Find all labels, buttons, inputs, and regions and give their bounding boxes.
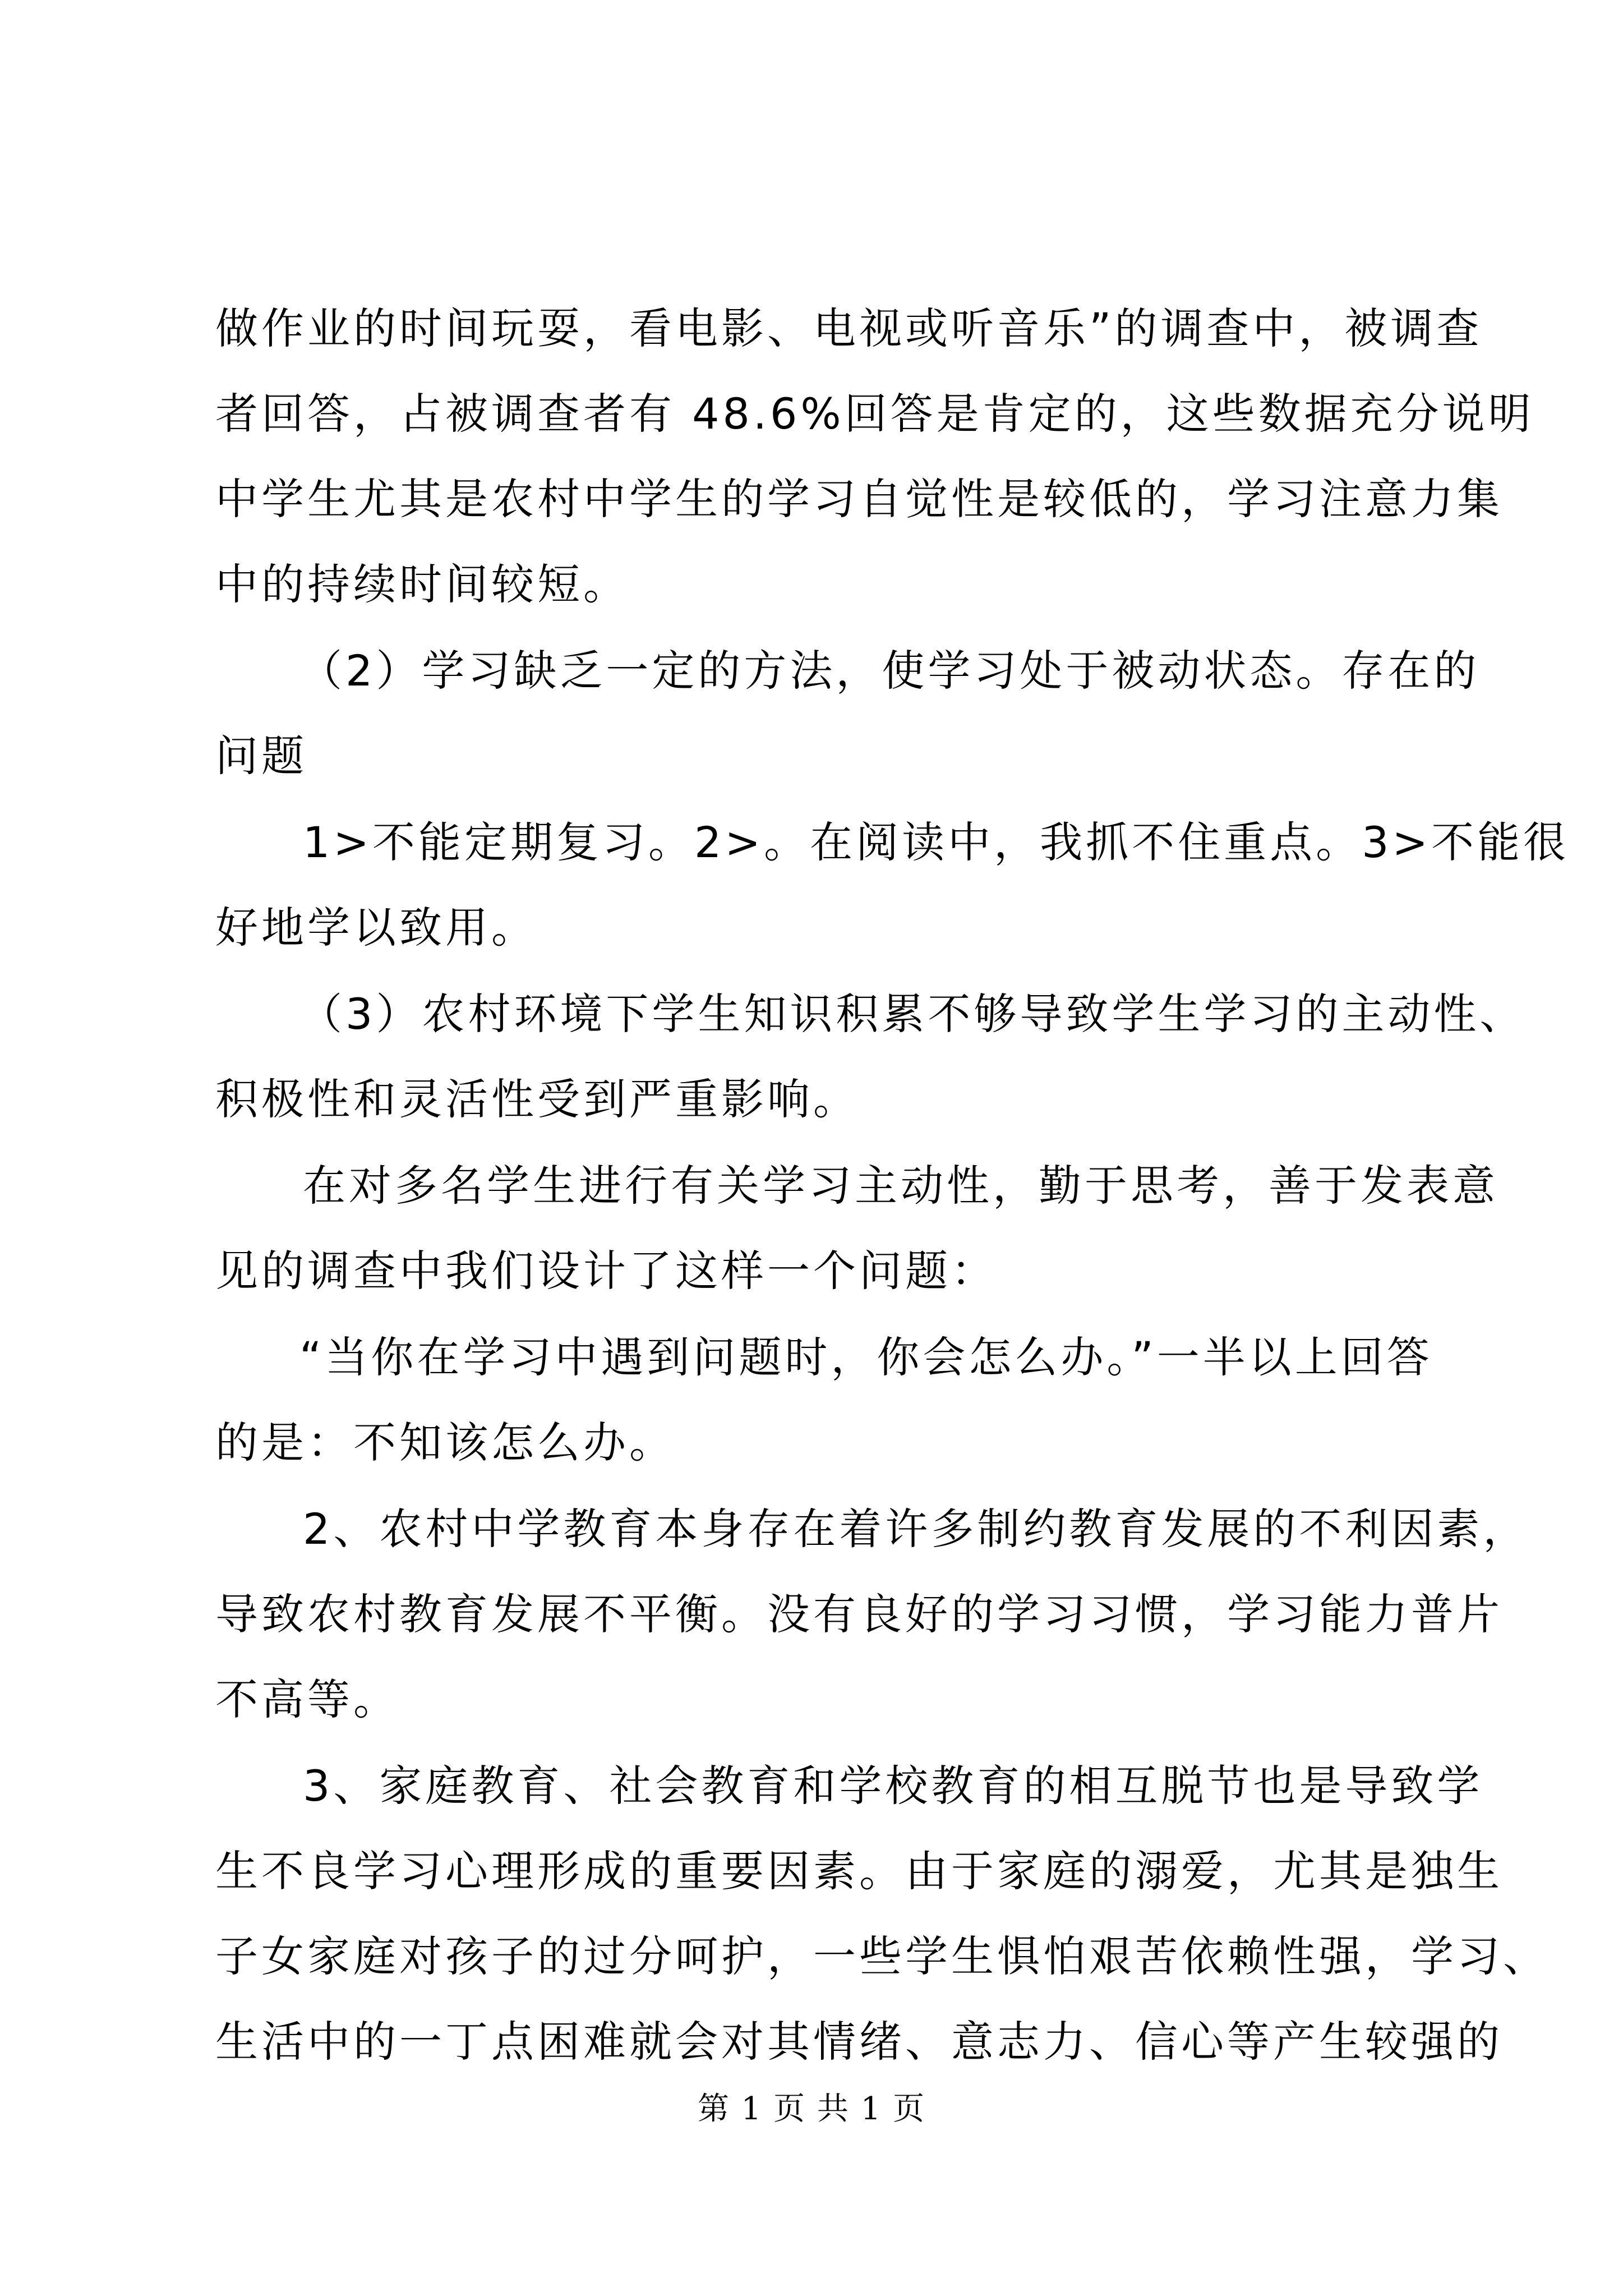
text-line: 者回答，占被调查者有 48.6%回答是肯定的，这些数据充分说明 <box>215 389 1534 439</box>
text-line: 3、家庭教育、社会教育和学校教育的相互脱节也是导致学 <box>303 1761 1483 1811</box>
text-line: 好地学以致用。 <box>215 903 537 953</box>
text-line: 中学生尤其是农村中学生的学习自觉性是较低的，学习注意力集 <box>215 474 1503 524</box>
text-line: 见的调查中我们设计了这样一个问题： <box>215 1246 997 1296</box>
text-line: 问题 <box>215 731 307 781</box>
page-number-footer: 第 1 页 共 1 页 <box>697 2091 926 2127</box>
text-line: “当你在学习中遇到问题时，你会怎么办。”一半以上回答 <box>299 1332 1433 1382</box>
text-line: 在对多名学生进行有关学习主动性，勤于思考，善于发表意 <box>303 1161 1498 1211</box>
text-line: 的是：不知该怎么办。 <box>215 1418 675 1467</box>
text-line: 中的持续时间较短。 <box>215 559 629 609</box>
text-line: 1>不能定期复习。2>。在阅读中，我抓不住重点。3>不能很 <box>303 817 1570 867</box>
text-line: （2）学习缺乏一定的方法，使学习处于被动状态。存在的 <box>299 646 1480 696</box>
text-line: 做作业的时间玩耍，看电影、电视或听音乐”的调查中，被调查 <box>215 303 1483 353</box>
text-line: 积极性和灵活性受到严重影响。 <box>215 1074 859 1124</box>
text-line: 生活中的一丁点困难就会对其情绪、意志力、信心等产生较强的 <box>215 2017 1503 2067</box>
text-line: 2、农村中学教育本身存在着许多制约教育发展的不利因素， <box>303 1504 1529 1554</box>
text-line: （3）农村环境下学生知识积累不够导致学生学习的主动性、 <box>299 989 1526 1039</box>
text-line: 生不良学习心理形成的重要因素。由于家庭的溺爱，尤其是独生 <box>215 1846 1503 1896</box>
text-line: 导致农村教育发展不平衡。没有良好的学习习惯，学习能力普片 <box>215 1589 1503 1639</box>
text-line: 不高等。 <box>215 1674 399 1724</box>
text-line: 子女家庭对孩子的过分呵护，一些学生惧怕艰苦依赖性强，学习、 <box>215 1931 1549 1981</box>
